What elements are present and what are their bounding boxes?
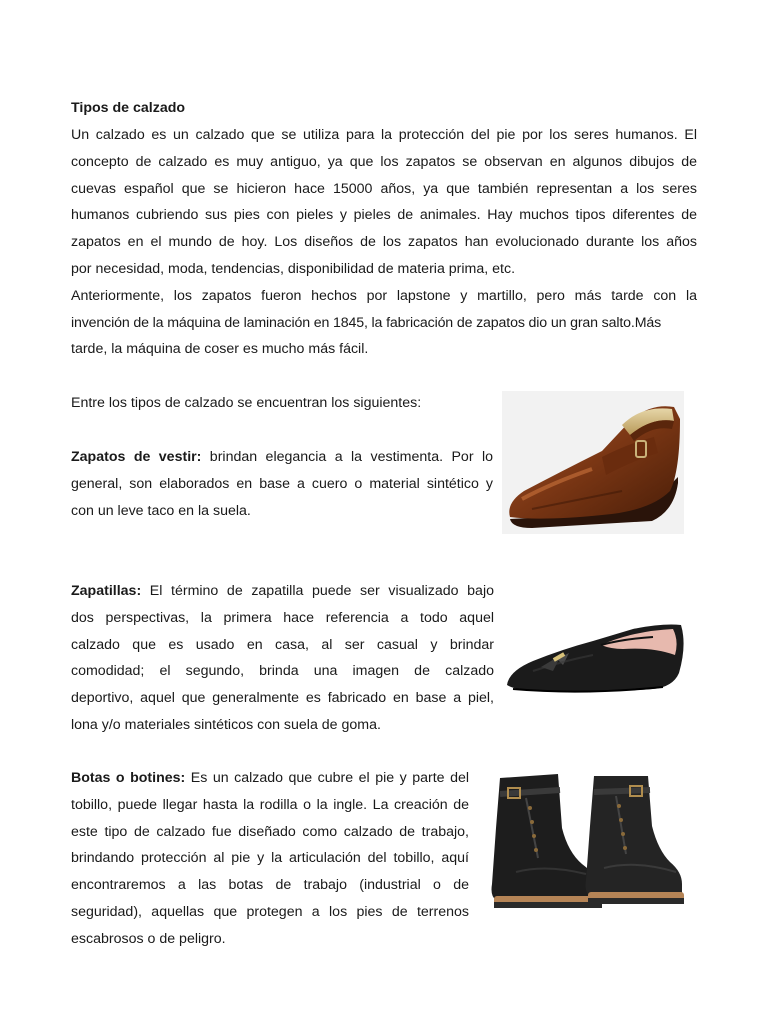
section-line: calzado que es usado en casa, al ser casual y brindar bbox=[71, 636, 494, 653]
section-line: dos perspectivas, la primera hace referencia a todo aquel bbox=[71, 609, 494, 626]
dress-shoe-image bbox=[502, 391, 684, 534]
section-text: brindan elegancia a la vestimenta. Por lo bbox=[201, 449, 494, 465]
section-first-line bbox=[71, 444, 493, 471]
section-line: lona y/o materiales sintéticos con suela de goma. bbox=[71, 716, 381, 733]
intro-line: cuevas español que se hicieron hace 15000 años, ya que también representan a los seres bbox=[71, 180, 697, 197]
document-title: Tipos de calzado bbox=[71, 100, 186, 116]
types-intro: Entre los tipos de calzado se encuentran los siguientes: bbox=[71, 395, 422, 411]
section-boots bbox=[71, 765, 469, 953]
intro-paragraph bbox=[71, 122, 697, 363]
section-line: general, son elaborados en base a cuero o material sintético y bbox=[71, 475, 493, 492]
section-slippers bbox=[71, 578, 494, 739]
section-line: con un leve taco en la suela. bbox=[71, 502, 251, 519]
intro-line: por necesidad, moda, tendencias, disponibilidad de materia prima, etc. bbox=[71, 260, 516, 277]
section-line: comodidad; el segundo, brinda una imagen de calzado bbox=[71, 663, 494, 680]
intro-line: concepto de calzado es muy antiguo, ya que los zapatos se observan en algunos dibujos de bbox=[71, 153, 697, 170]
intro-line: tarde, la máquina de coser es mucho más fácil. bbox=[71, 341, 369, 358]
section-line: encontraremos a las botas de trabajo (industrial o de bbox=[71, 877, 469, 894]
intro-line: Un calzado es un calzado que se utiliza para la protección del pie por los seres humanos. El bbox=[71, 127, 697, 143]
boots-image bbox=[486, 768, 686, 915]
section-line: escabrosos o de peligro. bbox=[71, 930, 226, 947]
section-line: este tipo de calzado fue diseñado como calzado de trabajo, bbox=[71, 823, 469, 840]
section-heading: Zapatillas: bbox=[71, 583, 142, 599]
section-heading: Zapatos de vestir: bbox=[71, 449, 202, 465]
section-heading: Botas o botines: bbox=[71, 770, 186, 786]
intro-line: invención de la máquina de laminación en 1845, la fabricación de zapatos dio un gran salto.Más bbox=[71, 314, 662, 331]
flat-shoe-image bbox=[503, 615, 685, 697]
section-text: Es un calzado que cubre el pie y parte del bbox=[185, 770, 470, 786]
intro-line: zapatos en el mundo de hoy. Los diseños de los zapatos han evolucionado durante los años bbox=[71, 234, 697, 251]
section-first-line bbox=[71, 578, 494, 605]
section-first-line bbox=[71, 765, 469, 792]
section-dress-shoes bbox=[71, 444, 493, 524]
section-line: seguridad), aquellas que protegen a los pies de terrenos bbox=[71, 903, 469, 920]
intro-line: humanos cubriendo sus pies con pieles y pieles de animales. Hay muchos tipos diferentes de bbox=[71, 207, 697, 224]
intro-line: Anteriormente, los zapatos fueron hechos por lapstone y martillo, pero más tarde con la bbox=[71, 287, 697, 304]
section-line: tobillo, puede llegar hasta la rodilla o la ingle. La creación de bbox=[71, 796, 469, 813]
section-line: deportivo, aquel que generalmente es fabricado en base a piel, bbox=[71, 690, 494, 707]
section-text: El término de zapatilla puede ser visualizado bajo bbox=[141, 583, 494, 599]
section-line: brindando protección al pie y la articulación del tobillo, aquí bbox=[71, 850, 469, 867]
